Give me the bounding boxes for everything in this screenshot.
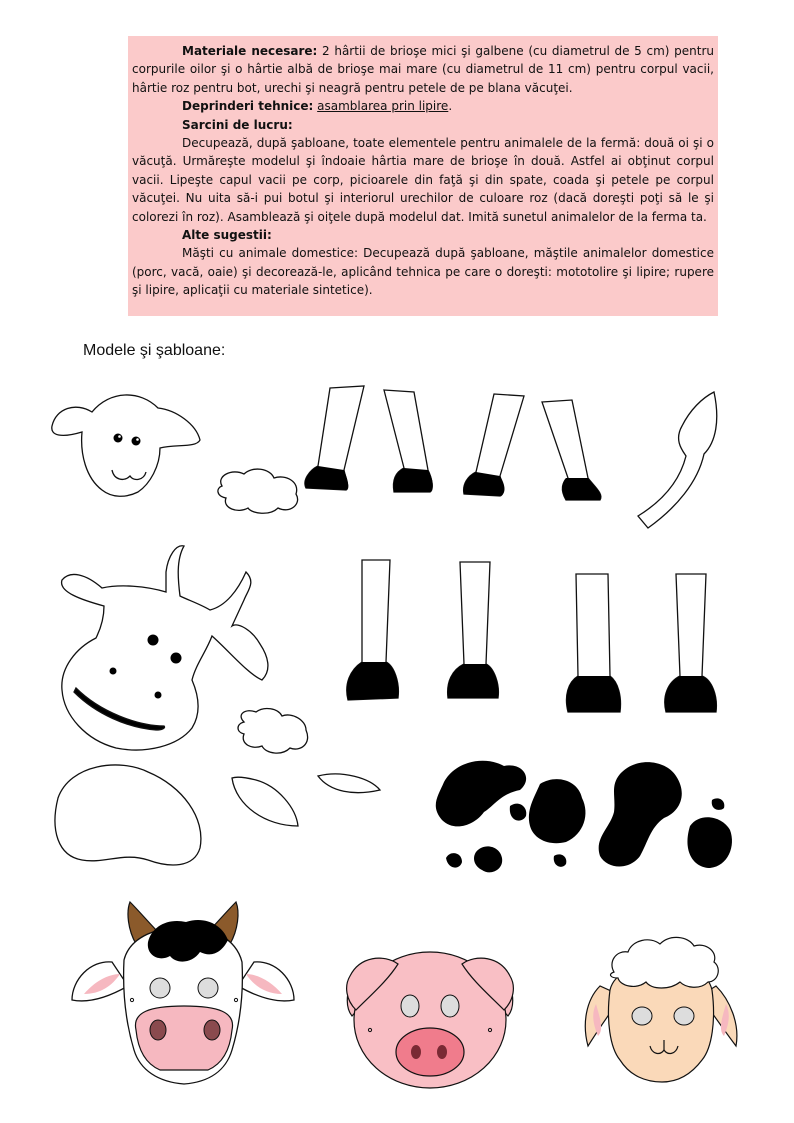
skills-text: asamblarea prin lipire <box>317 99 449 114</box>
cow-head-template <box>62 546 268 750</box>
skills-label: Deprinderi tehnice: <box>182 99 314 114</box>
leg-templates-middle <box>347 560 717 712</box>
wool-cloud-medium <box>238 709 308 754</box>
tail-template <box>638 392 717 528</box>
cow-body-template <box>55 765 201 865</box>
cow-spots-template <box>436 761 732 873</box>
leg-templates-top <box>305 386 601 500</box>
cow-mask <box>72 902 294 1084</box>
pig-mask <box>347 952 514 1088</box>
cow-ear-template <box>232 774 380 826</box>
suggestions-label: Alte sugestii: <box>182 228 272 243</box>
sheep-head-template <box>52 395 200 496</box>
materials-text: 2 hârtii de brioşe mici şi galbene (cu diametrul de 5 cm) pentru corpurile oilor şi o hârtie albă de brioşe mai mare (cu diametrul de 11 cm) pentru corpul vacii, hârtie roz pentru bot, urechi şi neagră pentru petele de pe blana văcuţei. <box>132 44 714 95</box>
materials-label: Materiale necesare: <box>182 44 318 58</box>
sheep-mask <box>585 937 737 1082</box>
suggestions-text: Măşti cu animale domestice: Decupează după şabloane, măştile animalelor domestice (porc, vacă, oaie) şi decorează-le, aplicând tehnica pe care o doreşti: mototolire şi lipire; rupere şi lipire, aplicaţii cu materiale sintetice). <box>132 246 714 298</box>
tasks-label: Sarcini de lucru: <box>182 117 293 132</box>
tasks-text: Decupează, după şabloane, toate elementele pentru animalele de la fermă: două oi şi o văcuţă. Urmăreşte modelul şi îndoaie hârtia mare de brioşe în două. Astfel ai obţinut corpul vacii. Lipeşte capul vacii pe corp, picioarele din faţă şi din spate, coada şi petele pe corpul văcuţei. Nu uita să-i pui botul şi interiorul urechilor de culoare roz (dacă doreşti poţi să le şi colorezi în roz). Asamblează şi oiţele după modelul dat. Imită sunetul animalelor de la ferma ta. <box>132 136 714 224</box>
skills-end: . <box>448 99 453 114</box>
wool-cloud-small <box>218 469 298 513</box>
templates-caption: Modele şi şabloane: <box>83 342 226 359</box>
